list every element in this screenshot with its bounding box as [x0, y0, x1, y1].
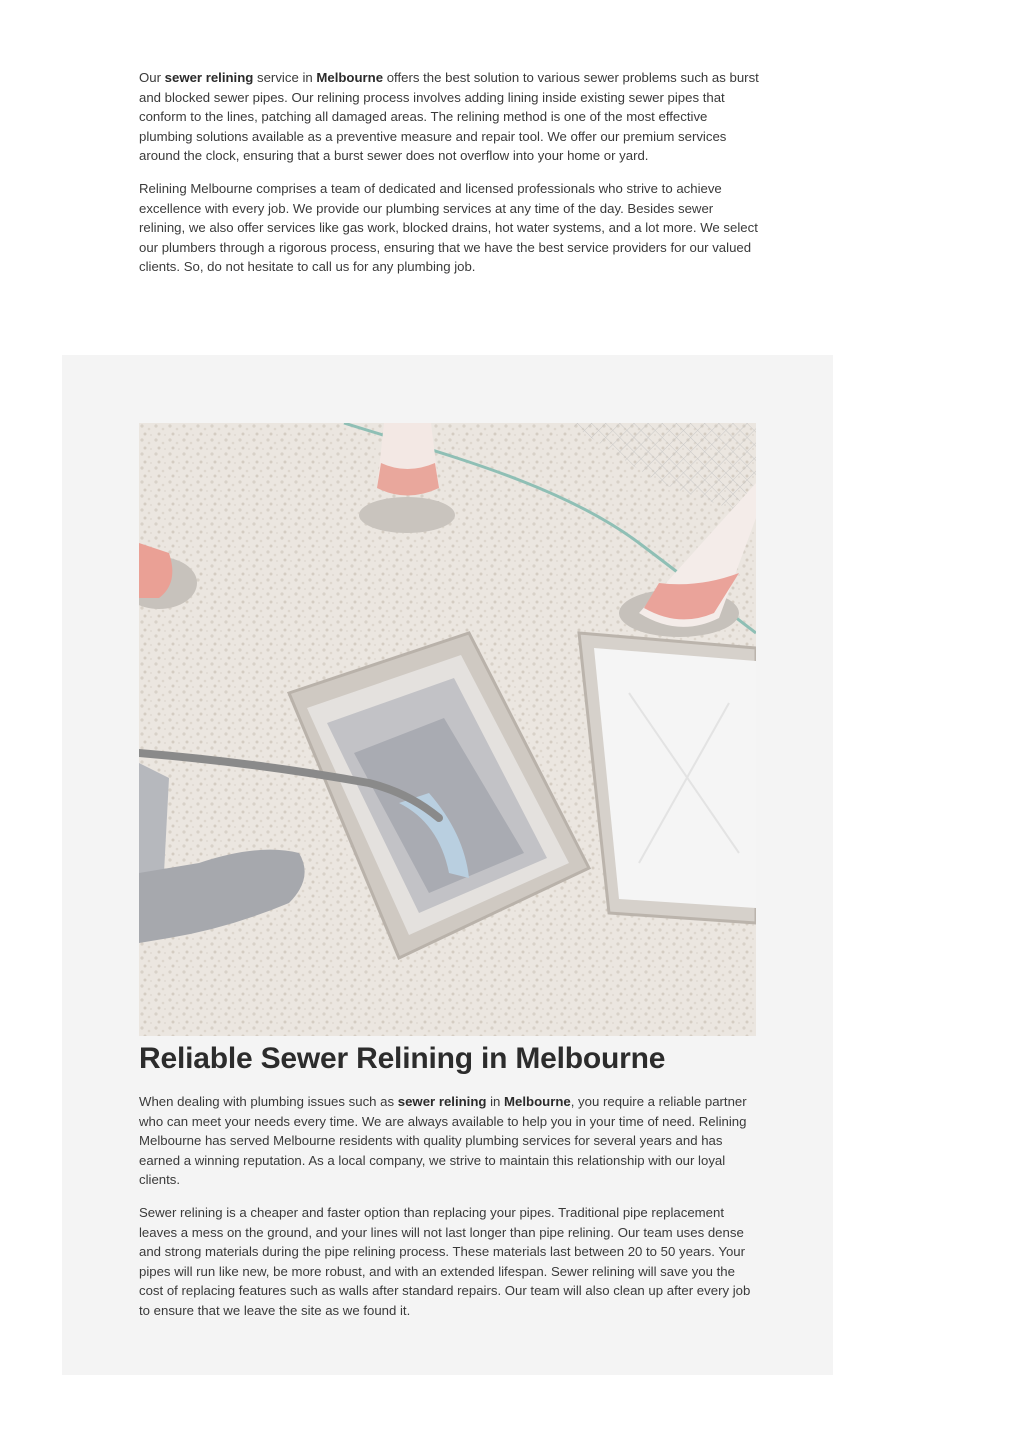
bold-keyword: sewer relining [164, 70, 254, 85]
section-body [139, 1092, 759, 1334]
content-panel [62, 355, 833, 1375]
intro-paragraph-2: Relining Melbourne comprises a team of dedicated and licensed professionals who strive to achieve excellence with every job. We provide our plumbing services at any time of the day. Besides sewer relining, we also offer services like gas work, blocked drains, hot water systems, and a lot more. We select our plumbers through a rigorous process, ensuring that we have the best service providers for our valued clients. So, do not hesitate to call us for any plumbing job. [139, 180, 758, 275]
text-run: offers the best solution to various sewer problems such as burst and blocked sewer pipes. Our relining process involves adding lining inside existing sewer pipes that conform to the lines, patching all damaged areas. The relining method is one of the most effective plumbing solutions available as a preventive measure and repair tool. We offer our premium services around the clock, ensuring that a burst sewer does not overflow into your home or yard. [139, 70, 759, 164]
bold-location: Melbourne [504, 1094, 571, 1109]
text-run: Our [139, 70, 165, 85]
section-paragraph-1 [139, 1092, 759, 1190]
section-heading: Reliable Sewer Relining in Melbourne [139, 1042, 666, 1075]
text-run: service in [253, 70, 317, 85]
intro-paragraph-1 [139, 68, 759, 166]
sewer-access-photo [139, 423, 756, 1036]
bold-location: Melbourne [316, 70, 384, 85]
text-run: When dealing with plumbing issues such as [139, 1094, 398, 1109]
intro-section [139, 68, 759, 290]
bold-keyword: sewer relining [397, 1094, 487, 1109]
text-run: , you require a reliable partner who can meet your needs every time. We are always available to help you in your time of need. Relining Melbourne has served Melbourne residents with quality plumbing services for several years and has earned a winning reputation. As a local company, we strive to maintain this relationship with our loyal clients. [139, 1094, 747, 1188]
section-paragraph-2: Sewer relining is a cheaper and faster option than replacing your pipes. Traditional pipe replacement leaves a mess on the ground, and your lines will not last longer than pipe relining. Our team uses dense and strong materials during the pipe relining process. These materials last between 20 to 50 years. Your pipes will run like new, be more robust, and with an extended lifespan. Sewer relining will save you the cost of replacing features such as walls after standard repairs. Our team will also clean up after every job to ensure that we leave the site as we found it. [139, 1204, 751, 1318]
text-run: in [486, 1094, 505, 1109]
